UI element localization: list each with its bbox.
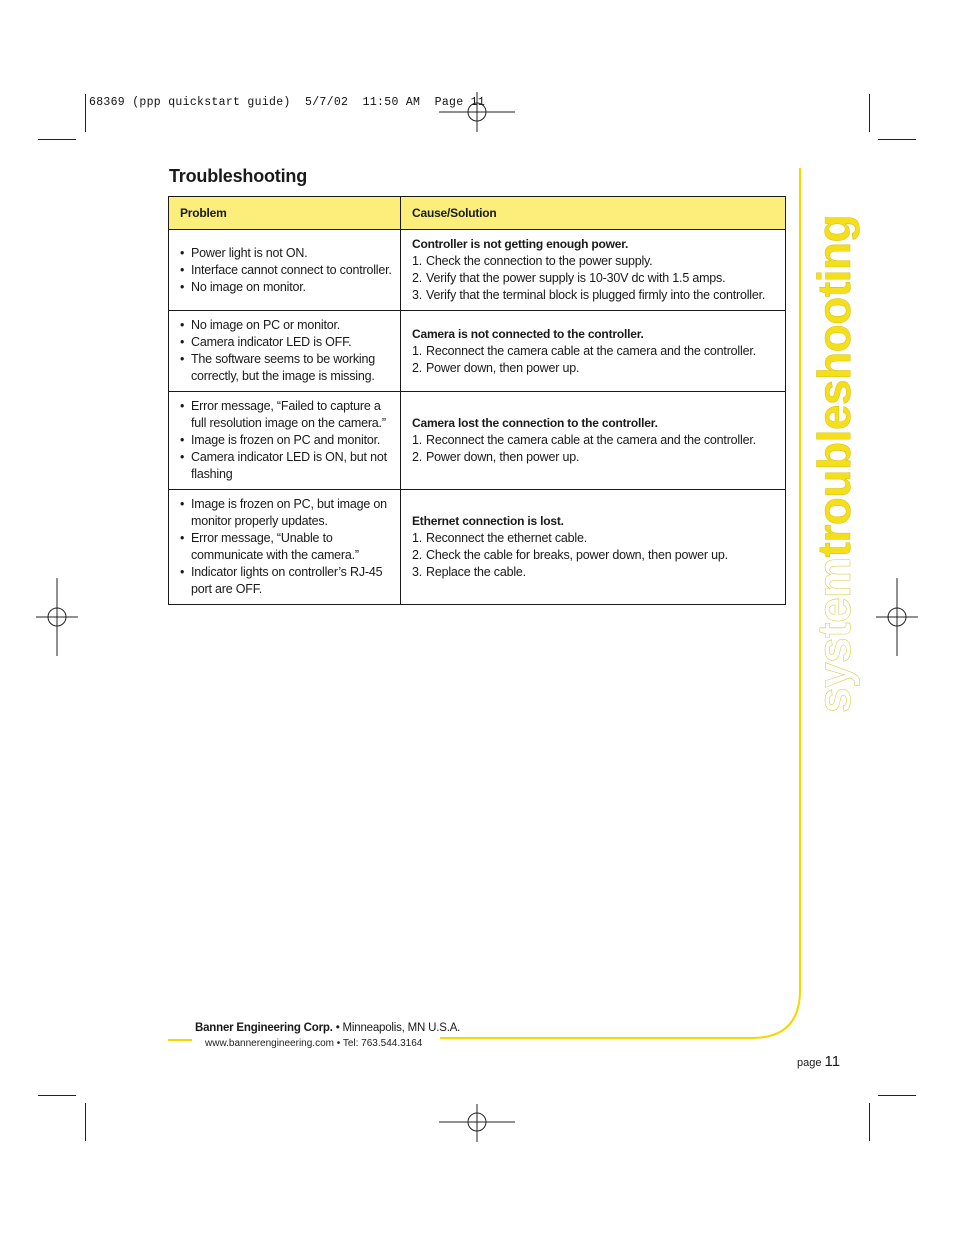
- step-number: 2.: [412, 450, 423, 464]
- step-text: Check the cable for breaks, power down, then power up.: [426, 548, 728, 562]
- problem-cell: [169, 490, 401, 605]
- cause-heading: Camera is not connected to the controller.: [412, 326, 644, 341]
- side-tab-prefix: system: [808, 557, 860, 713]
- problem-item: • No image on monitor.: [180, 279, 396, 296]
- company-location: • Minneapolis, MN U.S.A.: [335, 1022, 461, 1034]
- side-tab-heading: [806, 168, 866, 728]
- step-text: Reconnect the camera cable at the camera and the controller.: [426, 343, 756, 358]
- problem-item: • Camera indicator LED is ON, but not flashing: [180, 449, 396, 483]
- print-slug: 68369 (ppp quickstart guide) 5/7/02 11:50 AM Page 11: [89, 96, 486, 109]
- problem-item: • Image is frozen on PC and monitor.: [180, 432, 396, 449]
- registration-mark-top: [439, 92, 519, 132]
- problem-list: [180, 496, 396, 598]
- step-text: Power down, then power up.: [426, 360, 580, 375]
- svg-text:systemtroubleshooting: [808, 215, 860, 713]
- cause-heading: Controller is not getting enough power.: [412, 237, 629, 251]
- footer-company: [195, 1022, 460, 1034]
- step-text: Reconnect the ethernet cable.: [426, 531, 587, 545]
- problem-list: [180, 398, 396, 483]
- problem-cell: [169, 392, 401, 490]
- cause-heading: Ethernet connection is lost.: [412, 514, 564, 528]
- problem-cell: [169, 311, 401, 392]
- step-number: 3.: [412, 565, 423, 579]
- footer-web: www.bannerengineering.com • Tel: 763.544.3164: [205, 1038, 423, 1049]
- page-number-block: [797, 1053, 840, 1070]
- page-title: Troubleshooting: [169, 166, 307, 186]
- footer-accent-left: [168, 1039, 192, 1041]
- problem-item: • No image on PC or monitor.: [180, 317, 396, 334]
- problem-item: • Indicator lights on controller’s RJ-45 port are OFF.: [180, 564, 396, 598]
- step-number: 3.: [412, 288, 423, 302]
- step-text: Power down, then power up.: [426, 450, 580, 464]
- side-tab-bracket: [440, 168, 810, 1044]
- step-number: 1.: [412, 343, 423, 358]
- problem-item: • Camera indicator LED is OFF.: [180, 334, 396, 351]
- step-text: Verify that the power supply is 10-30V dc with 1.5 amps.: [426, 271, 726, 285]
- problem-item: • Error message, “Unable to communicate with the camera.”: [180, 530, 396, 564]
- page-number: 11: [824, 1053, 841, 1070]
- problem-cell: [169, 230, 401, 311]
- problem-item: • Error message, “Failed to capture a full resolution image on the camera.”: [180, 398, 396, 432]
- step-text: Check the connection to the power supply.: [426, 254, 653, 268]
- registration-mark-right: [876, 578, 918, 656]
- cause-heading: Camera lost the connection to the controller.: [412, 416, 658, 430]
- company-name: Banner Engineering Corp.: [195, 1022, 333, 1034]
- step-text: Replace the cable.: [426, 565, 526, 579]
- problem-item: • Image is frozen on PC, but image on monitor properly updates.: [180, 496, 396, 530]
- step-text: Reconnect the camera cable at the camera and the controller.: [426, 433, 756, 447]
- problem-item: • Power light is not ON.: [180, 245, 396, 262]
- problem-item: • The software seems to be working correctly, but the image is missing.: [180, 351, 396, 385]
- problem-list: [180, 245, 396, 296]
- problem-list: [180, 317, 396, 385]
- header-cause-solution: Cause/Solution: [401, 197, 786, 230]
- step-number: 2.: [412, 271, 423, 285]
- header-problem: Problem: [169, 197, 401, 230]
- side-tab-highlight: troubleshooting: [808, 214, 860, 558]
- step-number: 2.: [412, 548, 423, 562]
- registration-mark-bottom: [439, 1104, 519, 1144]
- step-text: Verify that the terminal block is plugged firmly into the controller.: [426, 288, 766, 302]
- registration-mark-left: [36, 578, 78, 656]
- step-number: 1.: [412, 531, 423, 545]
- step-number: 1.: [412, 254, 423, 268]
- step-number: 1.: [412, 433, 423, 447]
- step-number: 2.: [412, 360, 423, 375]
- problem-item: • Interface cannot connect to controller.: [180, 262, 396, 279]
- page-label: page: [797, 1057, 822, 1069]
